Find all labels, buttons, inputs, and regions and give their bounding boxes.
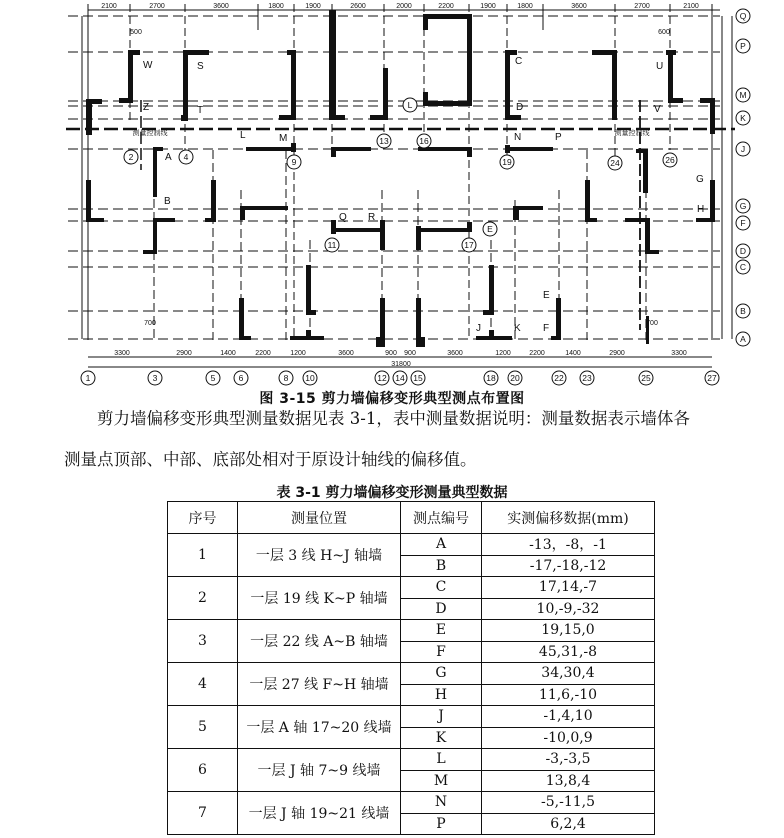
svg-text:1800: 1800 [517, 3, 533, 10]
svg-text:18: 18 [486, 373, 496, 383]
svg-text:5: 5 [210, 373, 216, 383]
cell-location: 一层 A 轴 17~20 线墙 [238, 706, 401, 749]
cell-point: G [401, 663, 482, 685]
svg-text:B: B [164, 196, 171, 207]
svg-text:3600: 3600 [447, 350, 463, 357]
svg-text:15: 15 [413, 373, 423, 383]
svg-text:19: 19 [502, 157, 512, 167]
svg-text:26: 26 [665, 155, 675, 165]
svg-text:1900: 1900 [305, 3, 321, 10]
svg-text:2700: 2700 [149, 3, 165, 10]
svg-text:17: 17 [464, 240, 474, 250]
table-header-row [168, 502, 655, 534]
measurement-data-table [167, 501, 655, 835]
svg-text:测量控制线: 测量控制线 [614, 130, 650, 137]
cell-data: -13，-8，-1 [482, 534, 655, 556]
svg-text:1900: 1900 [480, 3, 496, 10]
svg-text:3600: 3600 [213, 3, 229, 10]
svg-text:4: 4 [183, 152, 189, 162]
svg-text:20: 20 [510, 373, 520, 383]
svg-text:2000: 2000 [396, 3, 412, 10]
svg-text:Q: Q [339, 212, 347, 223]
svg-text:23: 23 [582, 373, 592, 383]
svg-text:900: 900 [404, 350, 416, 357]
cell-serial: 3 [168, 620, 238, 663]
svg-text:E: E [487, 224, 493, 234]
cell-data: -1,4,10 [482, 706, 655, 728]
cell-location: 一层 J 轴 19~21 线墙 [238, 792, 401, 835]
cell-location: 一层 3 线 H~J 轴墙 [238, 534, 401, 577]
svg-text:G: G [739, 201, 747, 211]
header-point-id: 测点编号 [401, 502, 482, 534]
cell-location: 一层 27 线 F~H 轴墙 [238, 663, 401, 706]
svg-text:2600: 2600 [350, 3, 366, 10]
svg-text:L: L [407, 100, 413, 110]
cell-data: -17,-18,-12 [482, 555, 655, 577]
svg-text:900: 900 [385, 350, 397, 357]
cell-point: L [401, 749, 482, 771]
svg-text:G: G [696, 174, 704, 185]
svg-text:1400: 1400 [565, 350, 581, 357]
table-row [168, 749, 655, 771]
cell-point: H [401, 684, 482, 706]
cell-serial: 7 [168, 792, 238, 835]
svg-text:2200: 2200 [529, 350, 545, 357]
svg-text:J: J [476, 323, 481, 334]
cell-data: 34,30,4 [482, 663, 655, 685]
svg-text:25: 25 [641, 373, 651, 383]
svg-text:3300: 3300 [671, 350, 687, 357]
svg-text:M: M [279, 133, 288, 144]
cell-point: D [401, 598, 482, 620]
cell-data: -5,-11,5 [482, 792, 655, 814]
svg-text:Z: Z [143, 102, 150, 113]
cell-point: B [401, 555, 482, 577]
svg-text:M: M [739, 90, 747, 100]
svg-text:9: 9 [291, 157, 297, 167]
figure-caption: 图 3-15 剪力墙偏移变形典型测点布置图 [259, 391, 525, 407]
svg-text:600: 600 [658, 29, 670, 36]
cell-point: M [401, 770, 482, 792]
svg-text:R: R [368, 212, 376, 223]
svg-text:2200: 2200 [255, 350, 271, 357]
cell-point: K [401, 727, 482, 749]
cell-data: 11,6,-10 [482, 684, 655, 706]
svg-text:E: E [543, 290, 550, 301]
svg-text:2: 2 [128, 152, 134, 162]
svg-text:2100: 2100 [683, 3, 699, 10]
table-row [168, 706, 655, 728]
svg-text:14: 14 [395, 373, 405, 383]
svg-text:13: 13 [379, 136, 389, 146]
table-row [168, 620, 655, 642]
svg-text:F: F [740, 218, 746, 228]
svg-text:A: A [165, 152, 172, 163]
svg-text:N: N [514, 132, 522, 143]
svg-text:L: L [240, 130, 246, 141]
svg-text:W: W [143, 60, 153, 71]
svg-text:11: 11 [327, 240, 337, 250]
shear-wall-measurement-plan [0, 0, 784, 390]
cell-point: E [401, 620, 482, 642]
svg-text:F: F [543, 323, 550, 334]
svg-text:1400: 1400 [220, 350, 236, 357]
svg-text:D: D [516, 102, 524, 113]
svg-text:S: S [197, 61, 204, 72]
svg-text:700: 700 [144, 320, 156, 327]
cell-data: 45,31,-8 [482, 641, 655, 663]
svg-text:24: 24 [610, 158, 620, 168]
svg-text:B: B [740, 306, 746, 316]
cell-data: 10,-9,-32 [482, 598, 655, 620]
svg-text:1200: 1200 [290, 350, 306, 357]
header-serial: 序号 [168, 502, 238, 534]
svg-text:V: V [654, 104, 661, 115]
svg-text:3300: 3300 [114, 350, 130, 357]
header-offset-data: 实测偏移数据(mm) [482, 502, 655, 534]
cell-point: J [401, 706, 482, 728]
svg-text:6: 6 [238, 373, 244, 383]
svg-text:2200: 2200 [438, 3, 454, 10]
svg-text:500: 500 [130, 29, 142, 36]
svg-text:10: 10 [305, 373, 315, 383]
cell-point: A [401, 534, 482, 556]
svg-text:3600: 3600 [571, 3, 587, 10]
cell-point: P [401, 813, 482, 835]
svg-text:31800: 31800 [391, 361, 411, 368]
svg-text:H: H [697, 204, 705, 215]
svg-text:C: C [739, 262, 747, 272]
cell-data: 19,15,0 [482, 620, 655, 642]
svg-text:P: P [555, 132, 562, 143]
svg-text:2100: 2100 [101, 3, 117, 10]
cell-point: F [401, 641, 482, 663]
table-row [168, 534, 655, 556]
svg-text:12: 12 [377, 373, 387, 383]
cell-location: 一层 22 线 A~B 轴墙 [238, 620, 401, 663]
svg-text:2700: 2700 [634, 3, 650, 10]
svg-text:Q: Q [739, 11, 747, 21]
svg-text:1: 1 [85, 373, 91, 383]
svg-text:8: 8 [283, 373, 289, 383]
svg-text:K: K [514, 323, 521, 334]
body-paragraph-line-2: 测量点顶部、中部、底部处相对于原设计轴线的偏移值。 [64, 450, 477, 469]
svg-text:A: A [740, 334, 746, 344]
body-paragraph-line-1: 剪力墙偏移变形典型测量数据见表 3-1，表中测量数据说明：测量数据表示墙体各 [97, 409, 690, 428]
svg-text:3600: 3600 [338, 350, 354, 357]
svg-text:1800: 1800 [268, 3, 284, 10]
cell-serial: 1 [168, 534, 238, 577]
svg-text:1200: 1200 [495, 350, 511, 357]
cell-serial: 6 [168, 749, 238, 792]
header-location: 测量位置 [238, 502, 401, 534]
svg-text:P: P [740, 41, 746, 51]
cell-location: 一层 J 轴 7~9 线墙 [238, 749, 401, 792]
table-caption: 表 3-1 剪力墙偏移变形测量典型数据 [276, 485, 508, 501]
cell-data: 13,8,4 [482, 770, 655, 792]
svg-text:27: 27 [707, 373, 717, 383]
cell-point: C [401, 577, 482, 599]
svg-text:D: D [739, 246, 747, 256]
svg-text:700: 700 [646, 320, 658, 327]
svg-text:C: C [515, 56, 523, 67]
cell-location: 一层 19 线 K~P 轴墙 [238, 577, 401, 620]
svg-text:2900: 2900 [609, 350, 625, 357]
cell-data: -10,0,9 [482, 727, 655, 749]
svg-text:K: K [740, 113, 746, 123]
cell-serial: 2 [168, 577, 238, 620]
svg-text:测量控制线: 测量控制线 [132, 130, 168, 137]
svg-text:22: 22 [554, 373, 564, 383]
cell-serial: 5 [168, 706, 238, 749]
cell-data: 17,14,-7 [482, 577, 655, 599]
svg-text:J: J [740, 144, 746, 154]
cell-serial: 4 [168, 663, 238, 706]
svg-text:T: T [197, 105, 204, 116]
svg-text:2900: 2900 [176, 350, 192, 357]
table-row [168, 577, 655, 599]
cell-data: 6,2,4 [482, 813, 655, 835]
svg-text:3: 3 [152, 373, 158, 383]
table-row [168, 663, 655, 685]
svg-text:16: 16 [419, 136, 429, 146]
cell-data: -3,-3,5 [482, 749, 655, 771]
svg-text:U: U [656, 61, 664, 72]
table-row [168, 792, 655, 814]
cell-point: N [401, 792, 482, 814]
